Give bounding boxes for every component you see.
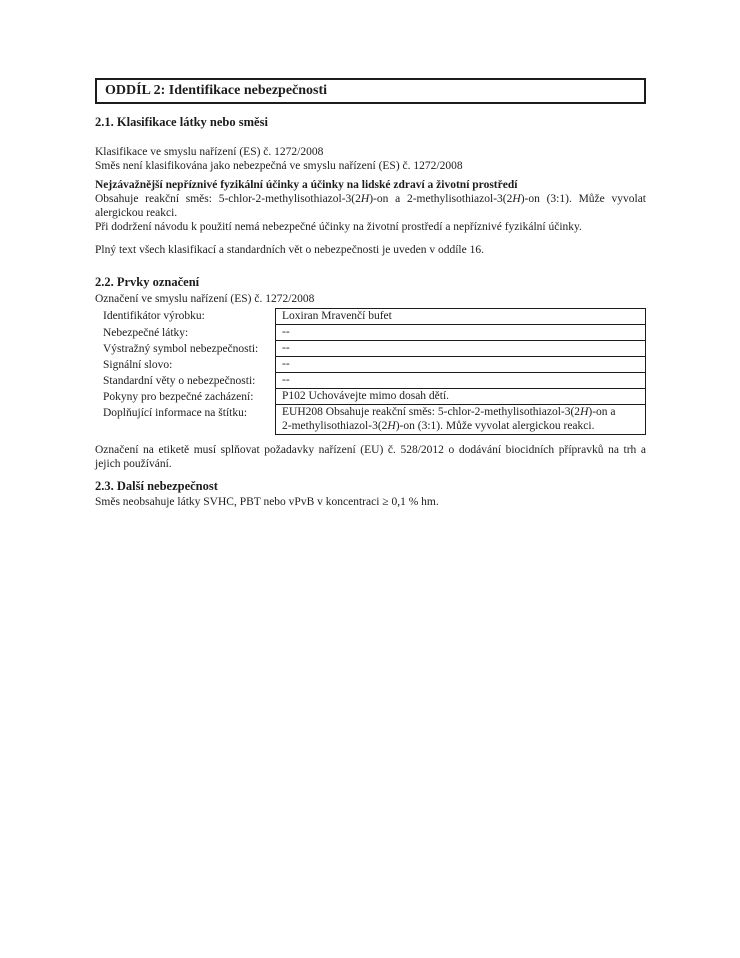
page-content <box>95 78 646 509</box>
subsection-heading-2-1: 2.1. Klasifikace látky nebo směsi <box>95 115 268 129</box>
chem2-italic-h: H <box>512 193 521 205</box>
chem1-suffix: )-on <box>369 193 389 205</box>
subsection-heading-2-2: 2.2. Prvky označení <box>95 275 200 289</box>
chem2-italic-h: H <box>387 420 396 432</box>
chem1-text: 5-chlor-2-methylisothiazol-3(2 <box>218 193 361 205</box>
row-value: -- <box>275 324 646 341</box>
chem2-suffix: )-on <box>520 193 540 205</box>
row-label: Pokyny pro bezpečné zacházení: <box>103 391 254 403</box>
section-title: ODDÍL 2: Identifikace nebezpečnosti <box>105 83 328 98</box>
euh-conjunction: a <box>607 406 616 418</box>
chem1-italic-h: H <box>360 193 370 205</box>
paragraph-pri-dodrzeni: Při dodržení návodu k použití nemá nebezpečné účinky na životní prostředí a nepříznivé fyzikální účinky. <box>95 221 582 233</box>
row-value: Loxiran Mravenčí bufet <box>275 308 646 325</box>
euh-suffix: (3:1). Může vyvolat alergickou reakci. <box>414 420 595 432</box>
row-value: -- <box>275 372 646 389</box>
paragraph-plny-text: Plný text všech klasifikací a standardních vět o nebezpečnosti je uveden v oddíle 16. <box>95 244 484 256</box>
row-value-euh208 <box>275 404 646 435</box>
paragraph-smes-neni: Směs není klasifikována jako nebezpečná ve smyslu nařízení (ES) č. 1272/2008 <box>95 160 463 172</box>
bold-subheading-ucinky: Nejzávažnější nepříznivé fyzikální účinky a účinky na lidské zdraví a životní prostředí <box>95 179 518 191</box>
paragraph-obsahuje <box>95 192 646 220</box>
chemical-name-2 <box>282 420 415 432</box>
subsection-heading-2-3: 2.3. Další nebezpečnost <box>95 479 218 493</box>
paragraph-klasifikace: Klasifikace ve smyslu nařízení (ES) č. 1272/2008 <box>95 146 324 158</box>
paragraph-oznaceni-smyslu: Označení ve smyslu nařízení (ES) č. 1272/2008 <box>95 293 315 305</box>
obsahuje-conjunction: a <box>388 193 407 205</box>
chemical-name-1 <box>219 193 389 205</box>
chem1-suffix: )-on <box>588 406 608 418</box>
chem2-suffix: )-on <box>395 420 415 432</box>
row-label: Signální slovo: <box>103 359 173 371</box>
row-value: -- <box>275 340 646 357</box>
row-label: Doplňující informace na štítku: <box>103 407 248 419</box>
row-label: Výstražný symbol nebezpečnosti: <box>103 343 259 355</box>
row-value: P102 Uchovávejte mimo dosah dětí. <box>275 388 646 405</box>
table-row-identifikator <box>95 308 646 325</box>
chem1-italic-h: H <box>580 406 589 418</box>
section-title-box <box>95 78 646 104</box>
chem2-text: 2-methylisothiazol-3(2 <box>282 420 388 432</box>
paragraph-etiketa: Označení na etiketě musí splňovat požadavky nařízení (EU) č. 528/2012 o dodávání biocidních přípravků na trh a jejich používání. <box>95 444 646 470</box>
table-row-signalni-slovo <box>95 357 646 373</box>
table-row-doplnujici-informace <box>95 405 646 435</box>
obsahuje-suffix: (3:1). Může vyvolat alergickou reakci. <box>95 193 646 219</box>
row-value: -- <box>275 356 646 373</box>
row-label: Standardní věty o nebezpečnosti: <box>103 375 256 387</box>
table-row-nebezpecne-latky <box>95 325 646 341</box>
table-row-standardni-vety <box>95 373 646 389</box>
chemical-name-1 <box>438 406 608 418</box>
chemical-name-2 <box>407 193 540 205</box>
table-row-pokyny <box>95 389 646 405</box>
chem2-text: 2-methylisothiazol-3(2 <box>406 193 513 205</box>
row-label: Identifikátor výrobku: <box>103 310 205 322</box>
chem1-text: 5-chlor-2-methylisothiazol-3(2 <box>437 406 581 418</box>
paragraph-svhc: Směs neobsahuje látky SVHC, PBT nebo vPvB v koncentraci ≥ 0,1 % hm. <box>95 496 439 508</box>
row-label: Nebezpečné látky: <box>103 327 189 339</box>
euh-prefix: EUH208 Obsahuje reakční směs: <box>282 406 438 418</box>
obsahuje-prefix: Obsahuje reakční směs: <box>95 193 219 205</box>
labelling-table <box>95 308 646 435</box>
table-row-vystrazny-symbol <box>95 341 646 357</box>
